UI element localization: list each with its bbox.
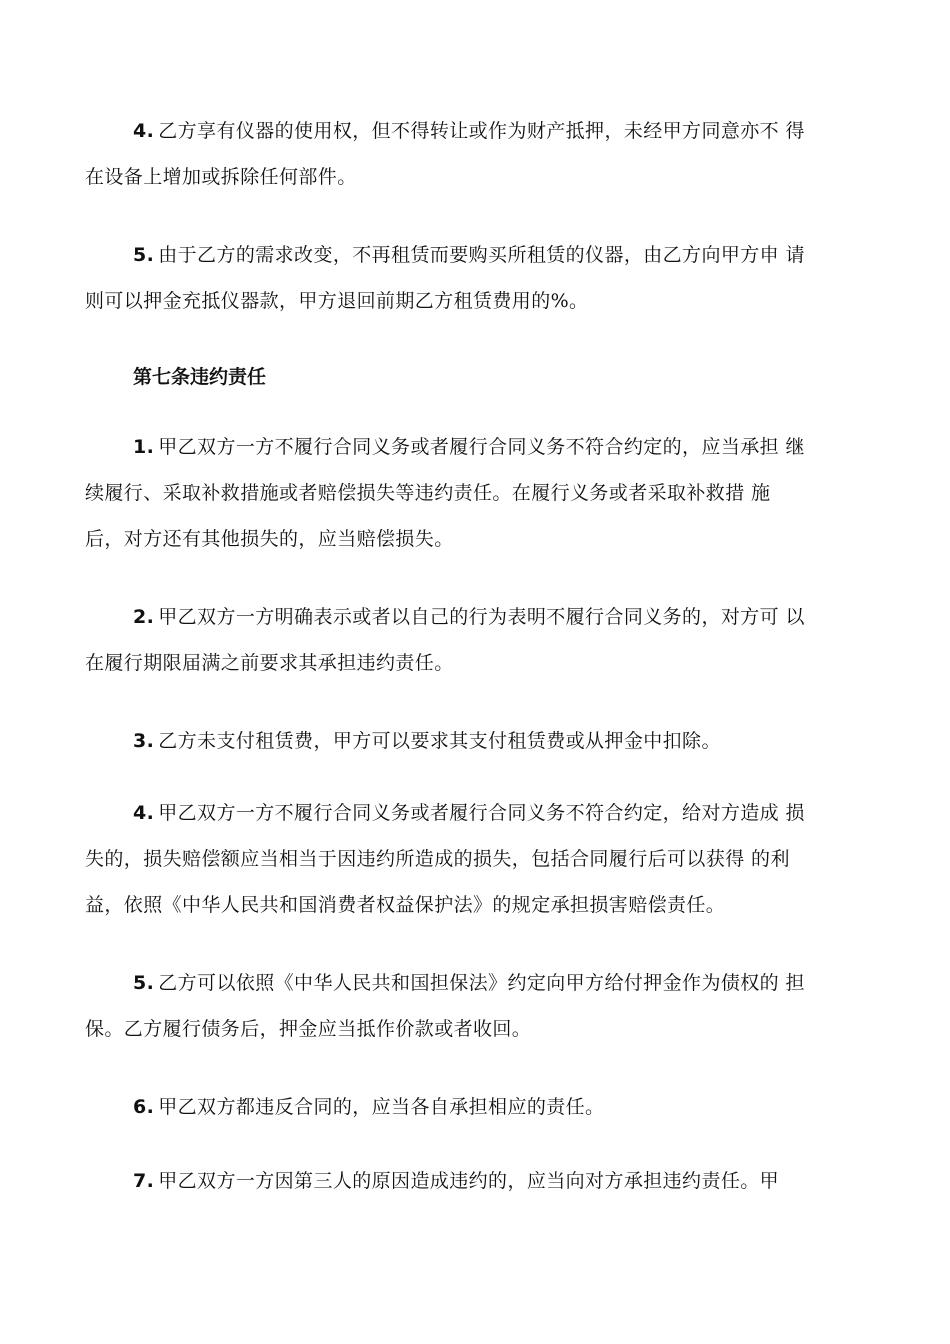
paragraph-line: 保。乙方履行债务后，押金应当抵作价款或者收回。 bbox=[85, 1018, 532, 1040]
liability-item-7 bbox=[85, 1158, 875, 1204]
paragraph-text: 甲乙双方一方因第三人的原因造成违约的，应当向对方承担违约责任。甲 bbox=[158, 1170, 780, 1192]
paragraph-line: 后，对方还有其他损失的，应当赔偿损失。 bbox=[85, 528, 454, 550]
paragraph-text: 乙方未支付租赁费，甲方可以要求其支付租赁费或从押金中扣除。 bbox=[158, 730, 721, 752]
paragraph-line bbox=[85, 790, 875, 836]
liability-item-3 bbox=[85, 718, 875, 764]
clause-number: 4. bbox=[133, 802, 155, 824]
liability-item-4 bbox=[85, 790, 875, 928]
paragraph-text: 甲乙双方都违反合同的，应当各自承担相应的责任。 bbox=[158, 1096, 605, 1118]
paragraph-line: 在履行期限届满之前要求其承担违约责任。 bbox=[85, 652, 454, 674]
clause-4-paragraph bbox=[85, 108, 875, 200]
paragraph-line bbox=[85, 424, 875, 470]
clause-number: 5. bbox=[133, 972, 155, 994]
clause-number: 7. bbox=[133, 1170, 155, 1192]
paragraph-line: 续履行、采取补救措施或者赔偿损失等违约责任。在履行义务或者采取补救措 施 bbox=[85, 482, 771, 504]
paragraph-text: 乙方可以依照《中华人民共和国担保法》约定向甲方给付押金作为债权的 担 bbox=[158, 972, 805, 994]
clause-number: 6. bbox=[133, 1096, 155, 1118]
paragraph-line bbox=[85, 108, 875, 154]
paragraph-text: 甲乙双方一方明确表示或者以自己的行为表明不履行合同义务的，对方可 以 bbox=[158, 606, 805, 628]
paragraph-line bbox=[85, 960, 875, 1006]
paragraph-line: 益，依照《中华人民共和国消费者权益保护法》的规定承担损害赔偿责任。 bbox=[85, 894, 726, 916]
clause-number: 4. bbox=[133, 120, 155, 142]
paragraph-line bbox=[85, 594, 875, 640]
paragraph-text: 甲乙双方一方不履行合同义务或者履行合同义务不符合约定，给对方造成 损 bbox=[158, 802, 805, 824]
liability-item-1 bbox=[85, 424, 875, 562]
paragraph-text: 甲乙双方一方不履行合同义务或者履行合同义务不符合约定的，应当承担 继 bbox=[158, 436, 805, 458]
paragraph-line bbox=[85, 232, 875, 278]
paragraph-line bbox=[85, 1084, 875, 1130]
liability-item-2 bbox=[85, 594, 875, 686]
paragraph-line: 在设备上增加或拆除任何部件。 bbox=[85, 166, 357, 188]
clause-5-paragraph bbox=[85, 232, 875, 324]
clause-number: 3. bbox=[133, 730, 155, 752]
paragraph-text: 由于乙方的需求改变，不再租赁而要购买所租赁的仪器，由乙方向甲方申 请 bbox=[158, 244, 805, 266]
clause-number: 1. bbox=[133, 436, 155, 458]
paragraph-line bbox=[85, 718, 875, 764]
liability-item-6 bbox=[85, 1084, 875, 1130]
paragraph-line: 则可以押金充抵仪器款，甲方退回前期乙方租赁费用的%。 bbox=[85, 290, 589, 312]
paragraph-line bbox=[85, 1158, 875, 1204]
paragraph-line: 失的，损失赔偿额应当相当于因违约所造成的损失，包括合同履行后可以获得 的利 bbox=[85, 848, 790, 870]
clause-number: 5. bbox=[133, 244, 155, 266]
paragraph-text: 乙方享有仪器的使用权，但不得转让或作为财产抵押，未经甲方同意亦不 得 bbox=[158, 120, 805, 142]
liability-item-5 bbox=[85, 960, 875, 1052]
clause-number: 2. bbox=[133, 606, 155, 628]
section-heading: 第七条违约责任 bbox=[133, 366, 267, 388]
